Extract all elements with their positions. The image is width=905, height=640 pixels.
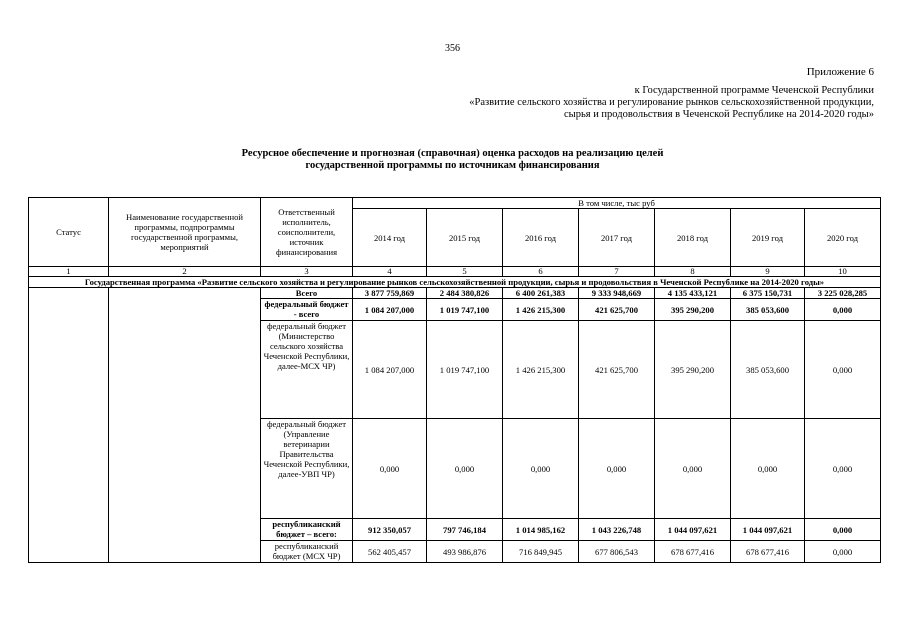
value-cell: 3 225 028,285	[805, 288, 881, 299]
value-cell: 1 426 215,300	[503, 299, 579, 321]
value-cell: 1 019 747,100	[427, 299, 503, 321]
value-cell: 1 019 747,100	[427, 321, 503, 419]
resource-table	[28, 197, 881, 563]
value-cell: 3 877 759,869	[353, 288, 427, 299]
value-cell: 678 677,416	[731, 541, 805, 563]
title-line: государственной программы по источникам финансирования	[305, 160, 600, 171]
program-line: сырья и продовольствия в Чеченской Республике на 2014-2020 годы»	[563, 109, 874, 120]
header-year: 2014 год	[353, 209, 427, 267]
value-cell: 797 746,184	[427, 519, 503, 541]
value-cell: 385 053,600	[731, 321, 805, 419]
value-cell: 9 333 948,669	[579, 288, 655, 299]
column-number-row	[29, 267, 881, 277]
program-line: «Развитие сельского хозяйства и регулирование рынков сельскохозяйственной продукции,	[469, 97, 874, 108]
value-cell: 716 849,945	[503, 541, 579, 563]
value-cell: 0,000	[805, 541, 881, 563]
document-title	[150, 148, 755, 172]
value-cell: 0,000	[427, 419, 503, 519]
source-cell: федеральный бюджет (Министерство сельского хозяйства Чеченской Республики, далее-МСХ ЧР)	[261, 321, 353, 419]
column-number: 3	[261, 267, 353, 277]
appendix-label: Приложение 6	[806, 66, 874, 78]
value-cell: 0,000	[353, 419, 427, 519]
source-cell: федеральный бюджет (Управление ветеринарии Правительства Чеченской Республики, далее-УВП ЧР)	[261, 419, 353, 519]
program-reference	[314, 85, 874, 121]
header-year: 2016 год	[503, 209, 579, 267]
column-number: 10	[805, 267, 881, 277]
header-status: Статус	[29, 198, 109, 267]
source-cell: Всего	[261, 288, 353, 299]
value-cell: 0,000	[503, 419, 579, 519]
value-cell: 678 677,416	[655, 541, 731, 563]
value-cell: 493 986,876	[427, 541, 503, 563]
program-name-cell: Государственная программа «Развитие сельского хозяйства и регулирование рынков сельскохозяйственной продукции, сырья и продовольствия в Чеченской Республике на 2014-2020 годы»	[29, 277, 881, 288]
value-cell: 677 806,543	[579, 541, 655, 563]
value-cell: 395 290,200	[655, 299, 731, 321]
source-cell: республиканский бюджет (МСХ ЧР)	[261, 541, 353, 563]
value-cell: 0,000	[731, 419, 805, 519]
value-cell: 0,000	[805, 519, 881, 541]
value-cell: 2 484 380,826	[427, 288, 503, 299]
value-cell: 421 625,700	[579, 299, 655, 321]
value-cell: 1 426 215,300	[503, 321, 579, 419]
column-number: 8	[655, 267, 731, 277]
header-executor: Ответственный исполнитель, соисполнители, источник финансирования	[261, 198, 353, 267]
status-cell	[29, 288, 109, 563]
title-line: Ресурсное обеспечение и прогнозная (справочная) оценка расходов на реализацию целей	[241, 148, 664, 159]
program-line: к Государственной программе Чеченской Республики	[634, 85, 874, 96]
column-number: 5	[427, 267, 503, 277]
header-year: 2017 год	[579, 209, 655, 267]
value-cell: 6 375 150,731	[731, 288, 805, 299]
value-cell: 1 044 097,621	[655, 519, 731, 541]
value-cell: 0,000	[805, 299, 881, 321]
value-cell: 0,000	[655, 419, 731, 519]
header-year: 2015 год	[427, 209, 503, 267]
header-including: В том числе, тыс руб	[353, 198, 881, 209]
value-cell: 385 053,600	[731, 299, 805, 321]
column-number: 7	[579, 267, 655, 277]
name-cell	[109, 288, 261, 563]
value-cell: 421 625,700	[579, 321, 655, 419]
value-cell: 4 135 433,121	[655, 288, 731, 299]
value-cell: 562 405,457	[353, 541, 427, 563]
table-row	[29, 288, 881, 299]
value-cell: 912 350,057	[353, 519, 427, 541]
value-cell: 0,000	[805, 419, 881, 519]
column-number: 4	[353, 267, 427, 277]
header-name: Наименование государственной программы, подпрограммы государственной программы, мероприятий	[109, 198, 261, 267]
header-year: 2019 год	[731, 209, 805, 267]
header-row	[29, 198, 881, 209]
value-cell: 0,000	[579, 419, 655, 519]
value-cell: 395 290,200	[655, 321, 731, 419]
header-year: 2018 год	[655, 209, 731, 267]
value-cell: 1 084 207,000	[353, 299, 427, 321]
page-number: 356	[445, 43, 460, 54]
source-cell: федеральный бюджет - всего	[261, 299, 353, 321]
value-cell: 1 044 097,621	[731, 519, 805, 541]
source-cell: республиканский бюджет – всего:	[261, 519, 353, 541]
value-cell: 0,000	[805, 321, 881, 419]
header-year: 2020 год	[805, 209, 881, 267]
column-number: 2	[109, 267, 261, 277]
value-cell: 6 400 261,383	[503, 288, 579, 299]
value-cell: 1 084 207,000	[353, 321, 427, 419]
program-row	[29, 277, 881, 288]
column-number: 6	[503, 267, 579, 277]
value-cell: 1 043 226,748	[579, 519, 655, 541]
value-cell: 1 014 985,162	[503, 519, 579, 541]
column-number: 9	[731, 267, 805, 277]
column-number: 1	[29, 267, 109, 277]
